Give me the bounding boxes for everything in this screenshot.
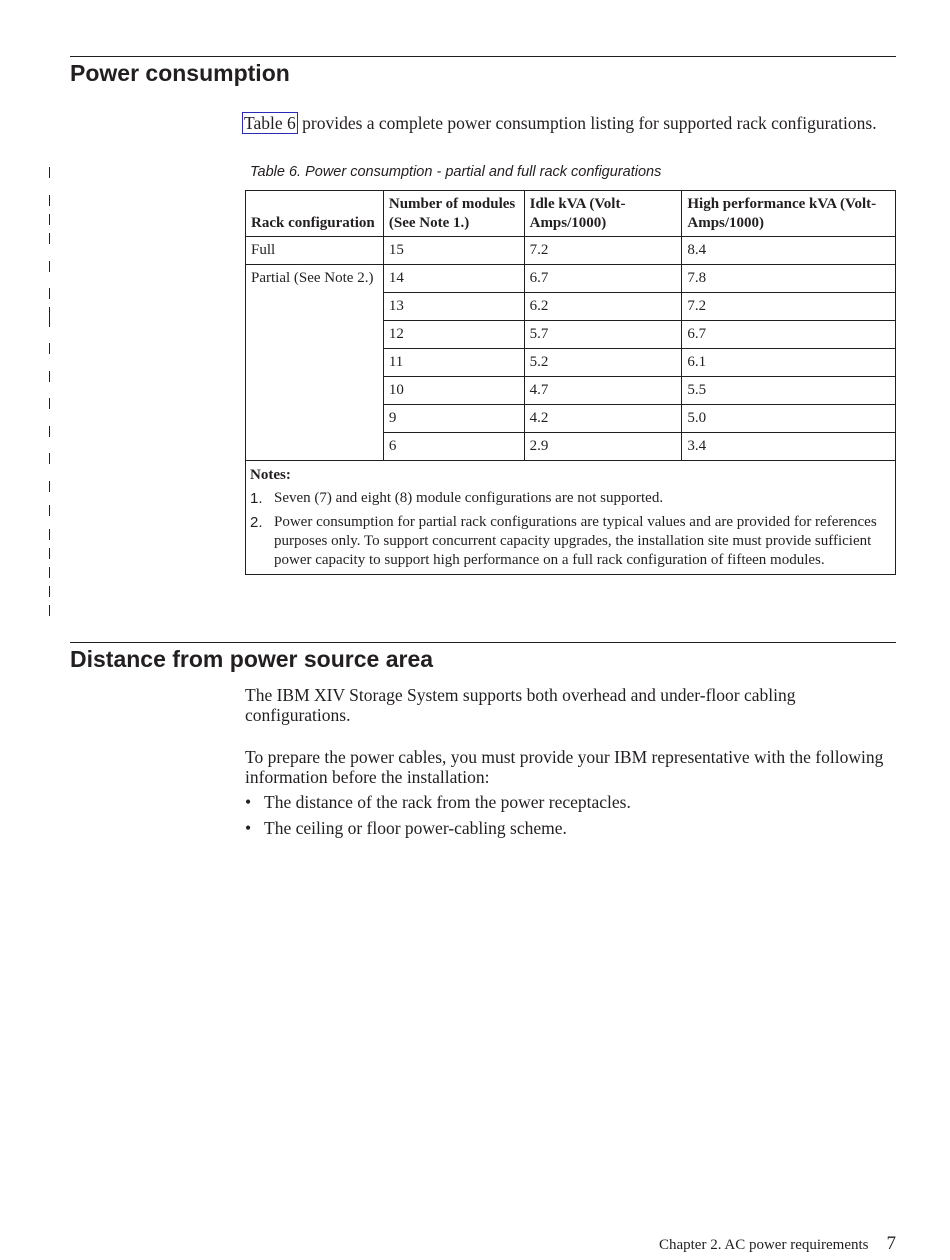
header-idle-kva: Idle kVA (Volt-Amps/1000) bbox=[524, 191, 682, 237]
change-bar bbox=[49, 343, 50, 354]
section-rule-top bbox=[70, 56, 896, 57]
cell-high: 3.4 bbox=[682, 433, 896, 461]
change-bar bbox=[49, 214, 50, 225]
change-bar bbox=[49, 288, 50, 299]
note-number: 2. bbox=[250, 514, 263, 531]
cell-idle: 7.2 bbox=[524, 237, 682, 265]
cell-high: 6.1 bbox=[682, 349, 896, 377]
change-bar bbox=[49, 529, 50, 540]
header-number-of-modules: Number of modules (See Note 1.) bbox=[383, 191, 524, 237]
cell-high: 8.4 bbox=[682, 237, 896, 265]
cell-idle: 5.2 bbox=[524, 349, 682, 377]
note-text: Power consumption for partial rack configurations are typical values and are provided for references purposes only. To support concurrent capacity upgrades, the installation site must provide sufficient power capacity to support high performance on a full rack configuration of fifteen modules. bbox=[274, 514, 877, 568]
notes-cell bbox=[246, 461, 896, 575]
list-item bbox=[245, 818, 631, 844]
change-bar bbox=[49, 453, 50, 464]
distance-paragraph-1: The IBM XIV Storage System supports both overhead and under-floor cabling configurations. bbox=[245, 685, 796, 725]
intro-paragraph-text: provides a complete power consumption listing for supported rack configurations. bbox=[297, 113, 877, 133]
list-item-text: The distance of the rack from the power receptacles. bbox=[264, 792, 631, 812]
change-bar bbox=[49, 398, 50, 409]
change-bar bbox=[49, 605, 50, 616]
list-item bbox=[245, 792, 631, 818]
table-row bbox=[246, 237, 896, 265]
cell-idle: 2.9 bbox=[524, 433, 682, 461]
change-bar bbox=[49, 426, 50, 437]
cell-idle: 5.7 bbox=[524, 321, 682, 349]
note-text: Seven (7) and eight (8) module configurations are not supported. bbox=[274, 490, 664, 506]
section-rule-distance bbox=[70, 642, 896, 643]
cell-rack-config-full: Full bbox=[246, 237, 384, 265]
section-heading-distance: Distance from power source area bbox=[70, 646, 434, 672]
change-bar bbox=[49, 195, 50, 206]
page-number: 7 bbox=[886, 1233, 896, 1254]
page-footer bbox=[659, 1233, 896, 1255]
distance-paragraph-2: To prepare the power cables, you must provide your IBM representative with the following information before the installation: bbox=[245, 747, 884, 787]
intro-paragraph bbox=[245, 112, 895, 134]
change-bar bbox=[49, 371, 50, 382]
cell-idle: 4.2 bbox=[524, 405, 682, 433]
bullet-icon: • bbox=[245, 818, 252, 838]
cell-high: 5.0 bbox=[682, 405, 896, 433]
cell-modules: 12 bbox=[383, 321, 524, 349]
change-bar bbox=[49, 316, 50, 327]
cell-high: 7.2 bbox=[682, 293, 896, 321]
bullet-icon: • bbox=[245, 792, 252, 812]
table-row bbox=[246, 265, 896, 293]
cell-rack-config-partial: Partial (See Note 2.) bbox=[246, 265, 384, 461]
notes-title: Notes: bbox=[250, 467, 291, 483]
header-rack-configuration: Rack configuration bbox=[246, 191, 384, 237]
cell-modules: 14 bbox=[383, 265, 524, 293]
table-caption: Table 6. Power consumption - partial and full rack configurations bbox=[250, 164, 662, 180]
power-consumption-table bbox=[245, 190, 896, 575]
cell-modules: 10 bbox=[383, 377, 524, 405]
change-bar bbox=[49, 233, 50, 244]
notes-row bbox=[246, 461, 896, 575]
note-item bbox=[250, 513, 891, 570]
change-bar bbox=[49, 167, 50, 178]
cell-modules: 15 bbox=[383, 237, 524, 265]
header-high-performance-kva: High performance kVA (Volt-Amps/1000) bbox=[682, 191, 896, 237]
note-number: 1. bbox=[250, 490, 263, 507]
note-item bbox=[250, 489, 891, 508]
section-heading-power-consumption: Power consumption bbox=[70, 60, 290, 86]
table-header-row bbox=[246, 191, 896, 237]
cell-modules: 6 bbox=[383, 433, 524, 461]
cell-modules: 9 bbox=[383, 405, 524, 433]
change-bar bbox=[49, 481, 50, 492]
requirements-list bbox=[245, 792, 631, 844]
list-item-text: The ceiling or floor power-cabling scheme. bbox=[264, 818, 567, 838]
cell-high: 6.7 bbox=[682, 321, 896, 349]
change-bar bbox=[49, 548, 50, 559]
cell-idle: 4.7 bbox=[524, 377, 682, 405]
cell-modules: 11 bbox=[383, 349, 524, 377]
cell-idle: 6.2 bbox=[524, 293, 682, 321]
footer-chapter-title: Chapter 2. AC power requirements bbox=[658, 1237, 869, 1253]
table-6-link[interactable]: Table 6 bbox=[244, 113, 296, 133]
cell-idle: 6.7 bbox=[524, 265, 682, 293]
cell-high: 7.8 bbox=[682, 265, 896, 293]
change-bar bbox=[49, 567, 50, 578]
notes-list bbox=[250, 489, 891, 570]
change-bar bbox=[49, 586, 50, 597]
change-bar bbox=[49, 505, 50, 516]
cell-modules: 13 bbox=[383, 293, 524, 321]
change-bar bbox=[49, 261, 50, 272]
cell-high: 5.5 bbox=[682, 377, 896, 405]
